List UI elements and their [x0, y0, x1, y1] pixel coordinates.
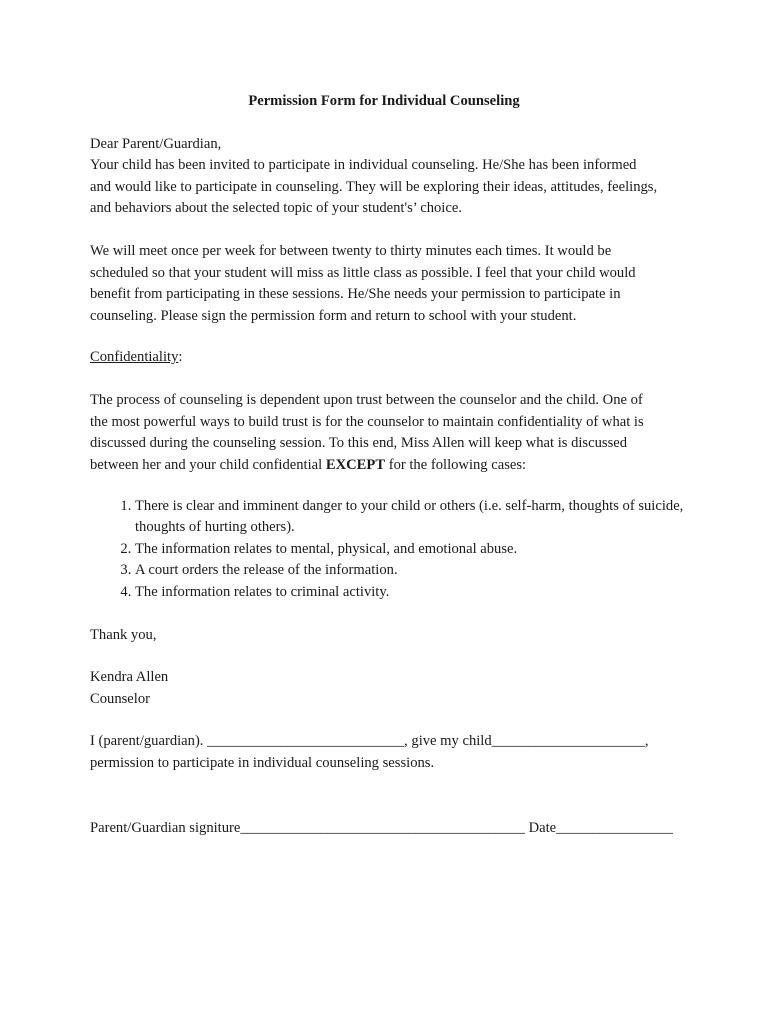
list-item: 4. The information relates to criminal activity.	[135, 582, 735, 603]
greeting: Dear Parent/Guardian,	[90, 136, 222, 152]
intro-line: and would like to participate in counseling. They will be exploring their ideas, attitudes, feelings,	[90, 178, 658, 195]
list-item: 2. The information relates to mental, physical, and emotional abuse.	[135, 539, 735, 560]
confidentiality-heading-colon: :	[178, 349, 183, 365]
schedule-line: benefit from participating in these sessions. He/She needs your permission to participate in	[90, 286, 621, 303]
intro-line: Your child has been invited to participate in individual counseling. He/She has been informed	[90, 157, 637, 173]
signer-name: Kendra Allen	[90, 669, 169, 685]
signer-title: Counselor	[90, 691, 150, 707]
confidentiality-text: for the following cases:	[385, 456, 527, 473]
confidentiality-heading	[90, 347, 690, 369]
except-emphasis: EXCEPT	[325, 456, 386, 473]
consent-statement	[90, 731, 690, 774]
confidentiality-line: The process of counseling is dependent upon trust between the counselor and the child. One of	[90, 392, 643, 408]
signature-date-line: Parent/Guardian signiture_______________________________________ Date________________	[90, 820, 673, 836]
page-title: Permission Form for Individual Counseling	[248, 93, 520, 109]
schedule-line: We will meet once per week for between twenty to thirty minutes each times. It would be	[90, 243, 612, 259]
list-item: 3. A court orders the release of the information.	[135, 560, 735, 581]
confidentiality-heading-text: Confidentiality	[90, 349, 179, 365]
intro-paragraph	[90, 155, 690, 220]
confidentiality-line	[90, 455, 690, 477]
schedule-paragraph	[90, 241, 690, 327]
intro-line: and behaviors about the selected topic of your student's’ choice.	[90, 200, 462, 217]
exceptions-list	[90, 496, 735, 603]
list-item: 1. There is clear and imminent danger to your child or others (i.e. self-harm, thoughts of suicide, thoughts of hurting others).	[135, 496, 735, 539]
schedule-line: counseling. Please sign the permission form and return to school with your student.	[90, 307, 577, 324]
confidentiality-line: the most powerful ways to build trust is for the counselor to maintain confidentiality of what is	[90, 413, 644, 430]
confidentiality-line: discussed during the counseling session. To this end, Miss Allen will keep what is discussed	[90, 435, 628, 452]
schedule-line: scheduled so that your student will miss as little class as possible. I feel that your child would	[90, 264, 636, 281]
consent-line: I (parent/guardian). ___________________________, give my child_____________________,	[90, 733, 649, 749]
closing: Thank you,	[90, 627, 157, 643]
consent-line: permission to participate in individual counseling sessions.	[90, 754, 435, 771]
confidentiality-text: between her and your child confidential	[90, 456, 326, 473]
confidentiality-paragraph	[90, 390, 690, 476]
